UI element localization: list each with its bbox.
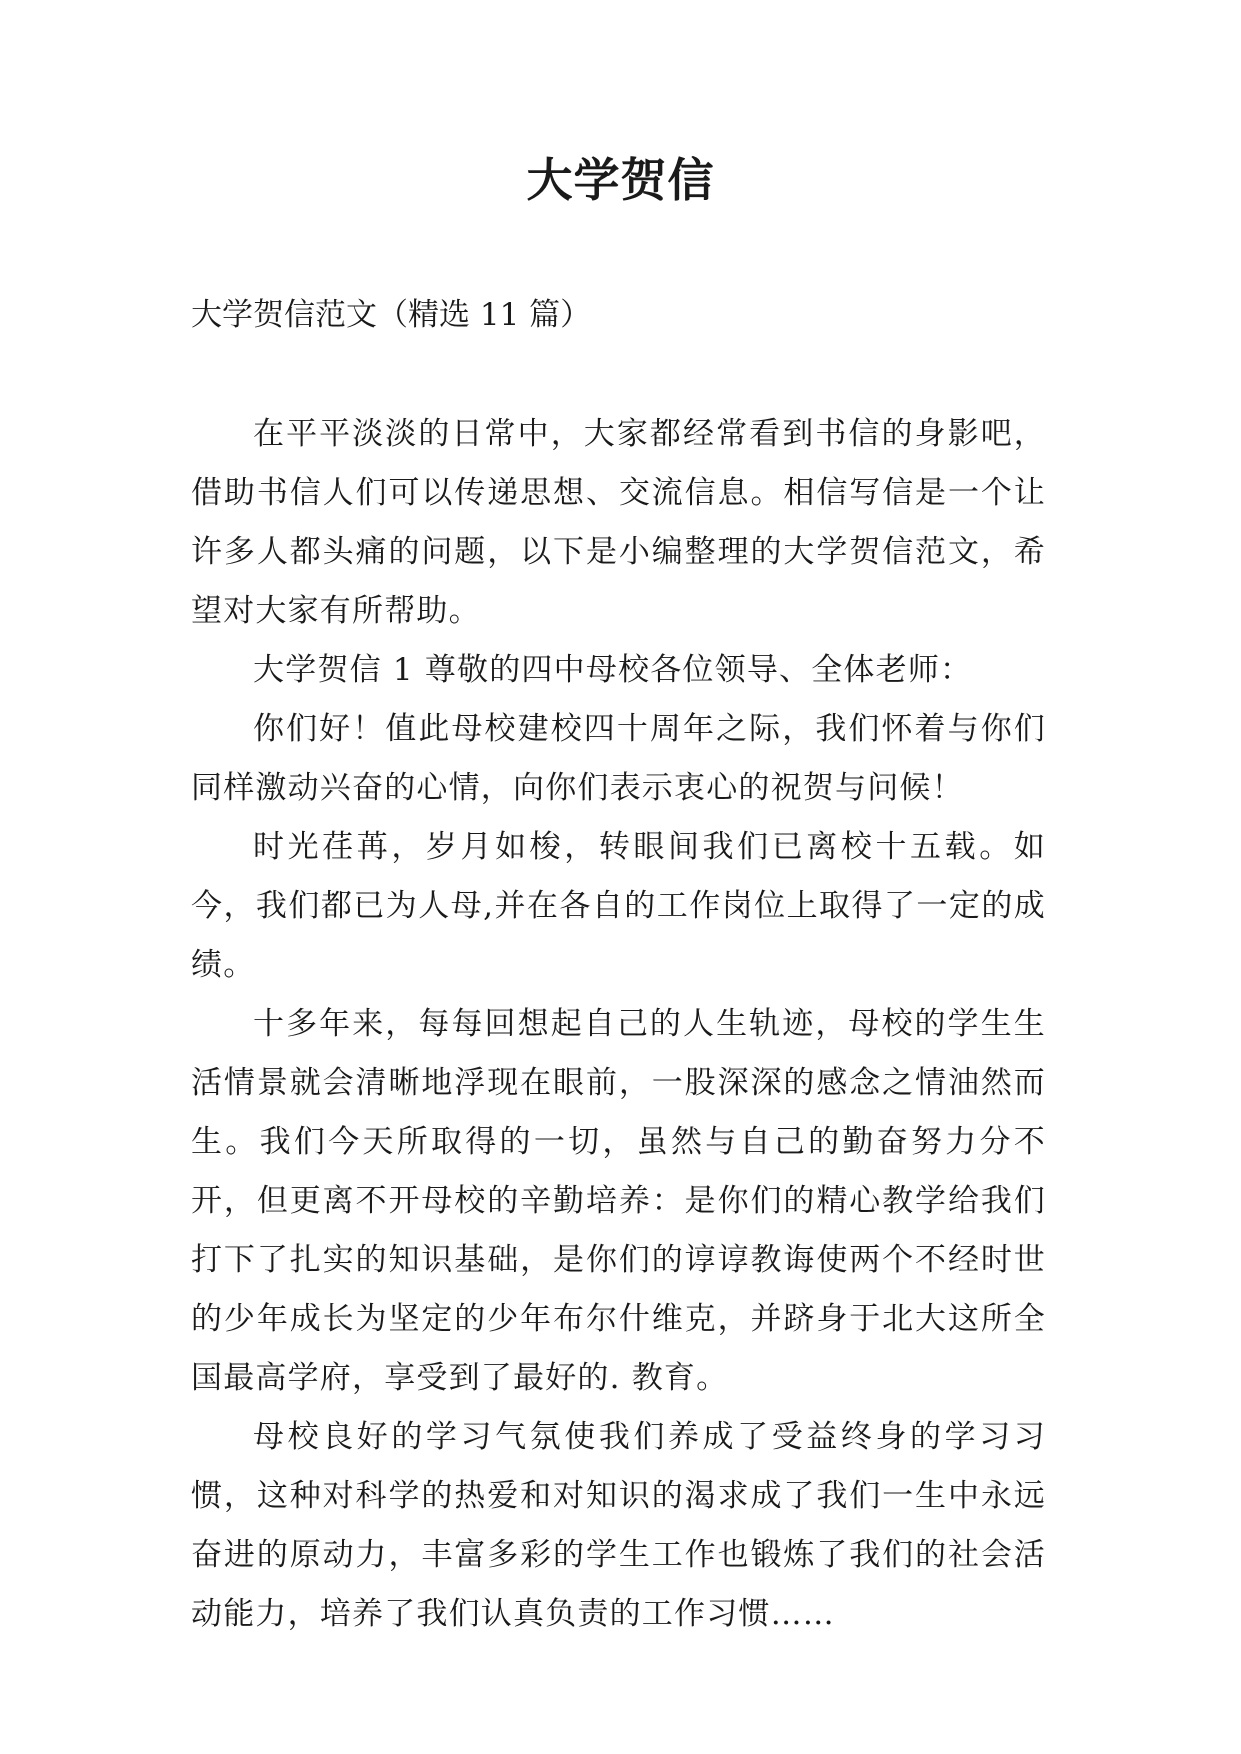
paragraph-habits: 母校良好的学习气氛使我们养成了受益终身的学习习惯，这种对科学的热爱和对知识的渴求成了我们一生中永远奋进的原动力，丰富多彩的学生工作也锻炼了我们的社会活动能力，培养了我们认真负责的工作习惯…… [191,1419,1046,1632]
document-subtitle: 大学贺信范文（精选 11 篇） [191,297,592,333]
document-body [191,405,1046,1644]
document-title: 大学贺信 [526,153,715,207]
paragraph-memories: 十多年来，每每回想起自己的人生轨迹，母校的学生生活情景就会清晰地浮现在眼前，一股深深的感念之情油然而生。我们今天所取得的一切，虽然与自己的勤奋努力分不开，但更离不开母校的辛勤培养：是你们的精心教学给我们打下了扎实的知识基础，是你们的谆谆教诲使两个不经时世的少年成长为坚定的少年布尔什维克，并跻身于北大这所全国最高学府，享受到了最好的. 教育。 [191,1006,1046,1396]
paragraph-intro: 在平平淡淡的日常中，大家都经常看到书信的身影吧，借助书信人们可以传递思想、交流信息。相信写信是一个让许多人都头痛的问题，以下是小编整理的大学贺信范文，希望对大家有所帮助。 [191,416,1046,629]
paragraph-salutation: 大学贺信 1 尊敬的四中母校各位领导、全体老师： [253,652,973,688]
paragraph-greeting: 你们好！值此母校建校四十周年之际，我们怀着与你们同样激动兴奋的心情，向你们表示衷心的祝贺与问候！ [191,711,1046,806]
paragraph-time: 时光荏苒，岁月如梭，转眼间我们已离校十五载。如今，我们都已为人母,并在各自的工作岗位上取得了一定的成绩。 [191,829,1046,983]
